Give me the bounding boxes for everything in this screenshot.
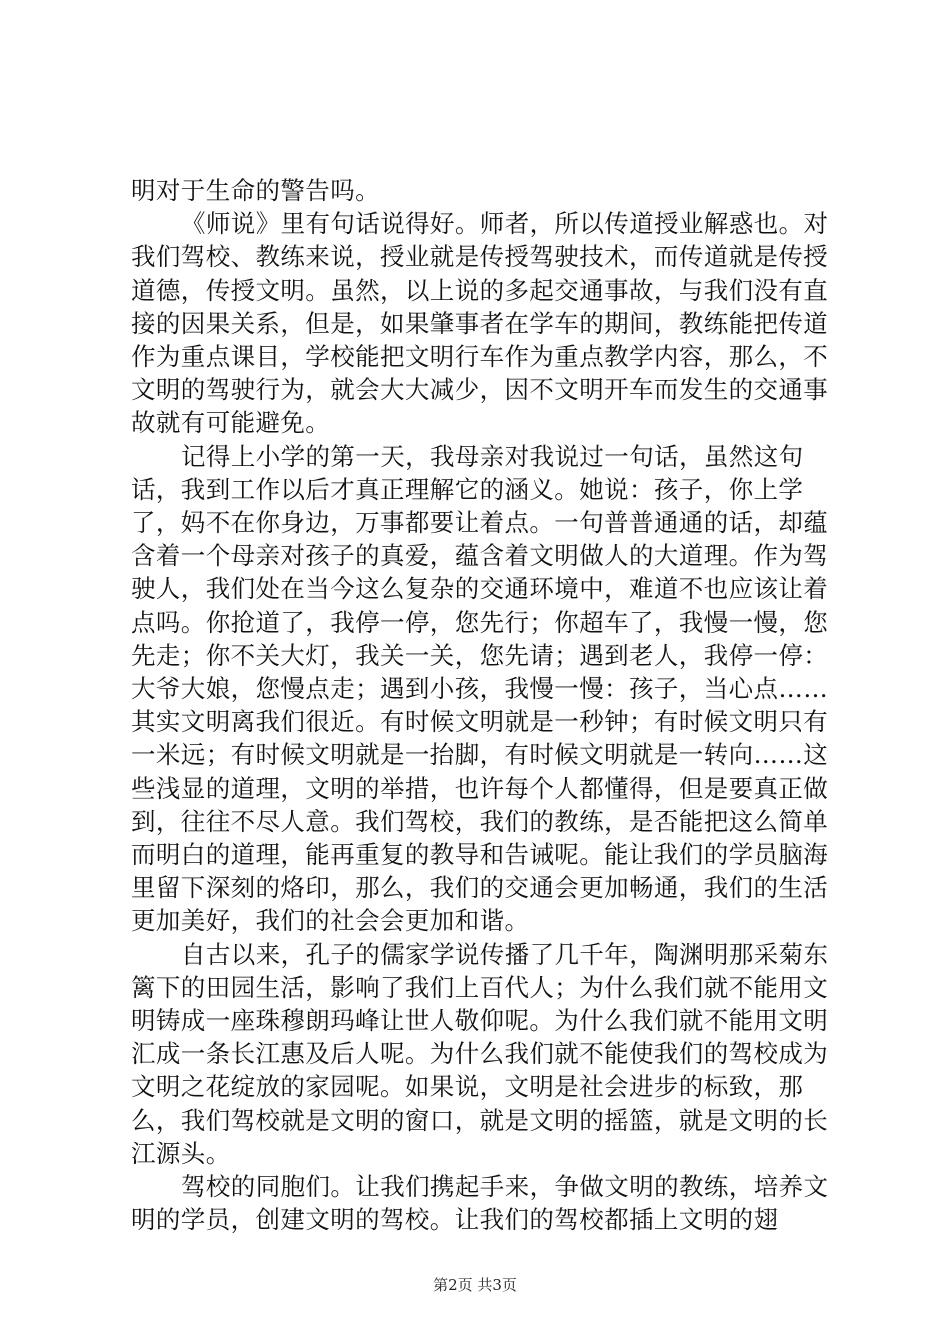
page-number-footer: 第2页 共3页 — [433, 1276, 517, 1294]
paragraph-closing: 驾校的同胞们。让我们携起手来，争做文明的教练，培养文明的学员，创建文明的驾校。让我们的驾校都插上文明的翅 — [131, 1172, 829, 1235]
paragraph-confucius: 自古以来，孔子的儒家学说传播了几千年，陶渊明那采菊东篱下的田园生活，影响了我们上百代人；为什么我们就不能用文明铸成一座珠穆朗玛峰让世人敬仰呢。为什么我们就不能用文明汇成一条长江惠及后人呢。为什么我们就不能使我们的驾校成为文明之花绽放的家园呢。如果说，文明是社会进步的标致，那么，我们驾校就是文明的窗口，就是文明的摇篮，就是文明的长江源头。 — [131, 939, 829, 1168]
paragraph-continuation: 明对于生命的警告吗。 — [131, 176, 380, 205]
paragraph-shishuo: 《师说》里有句话说得好。师者，所以传道授业解惑也。对我们驾校、教练来说，授业就是传授驾驶技术，而传道就是传授道德，传授文明。虽然，以上说的多起交通事故，与我们没有直接的因果关系，但是，如果肇事者在学车的期间，教练能把传道作为重点课目，学校能把文明行车作为重点教学内容，那么，不文明的驾驶行为，就会大大减少，因不文明开车而发生的交通事故就有可能避免。 — [131, 209, 829, 438]
document-body — [131, 174, 831, 1237]
paragraph-mother-advice: 记得上小学的第一天，我母亲对我说过一句话，虽然这句话，我到工作以后才真正理解它的涵义。她说：孩子，你上学了，妈不在你身边，万事都要让着点。一句普普通通的话，却蕴含着一个母亲对孩子的真爱，蕴含着文明做人的大道理。作为驾驶人，我们处在当今这么复杂的交通环境中，难道不也应该让着点吗。你抢道了，我停一停，您先行；你超车了，我慢一慢，您先走；你不关大灯，我关一关，您先请；遇到老人，我停一停：大爷大娘，您慢点走；遇到小孩，我慢一慢：孩子，当心点……其实文明离我们很近。有时候文明就是一秒钟；有时候文明只有一米远；有时候文明就是一抬脚，有时候文明就是一转向……这些浅显的道理，文明的举措，也许每个人都懂得，但是要真正做到，往往不尽人意。我们驾校，我们的教练，是否能把这么简单而明白的道理，能再重复的教导和告诫呢。能让我们的学员脑海里留下深刻的烙印，那么，我们的交通会更加畅通，我们的生活更加美好，我们的社会会更加和谐。 — [131, 441, 829, 936]
